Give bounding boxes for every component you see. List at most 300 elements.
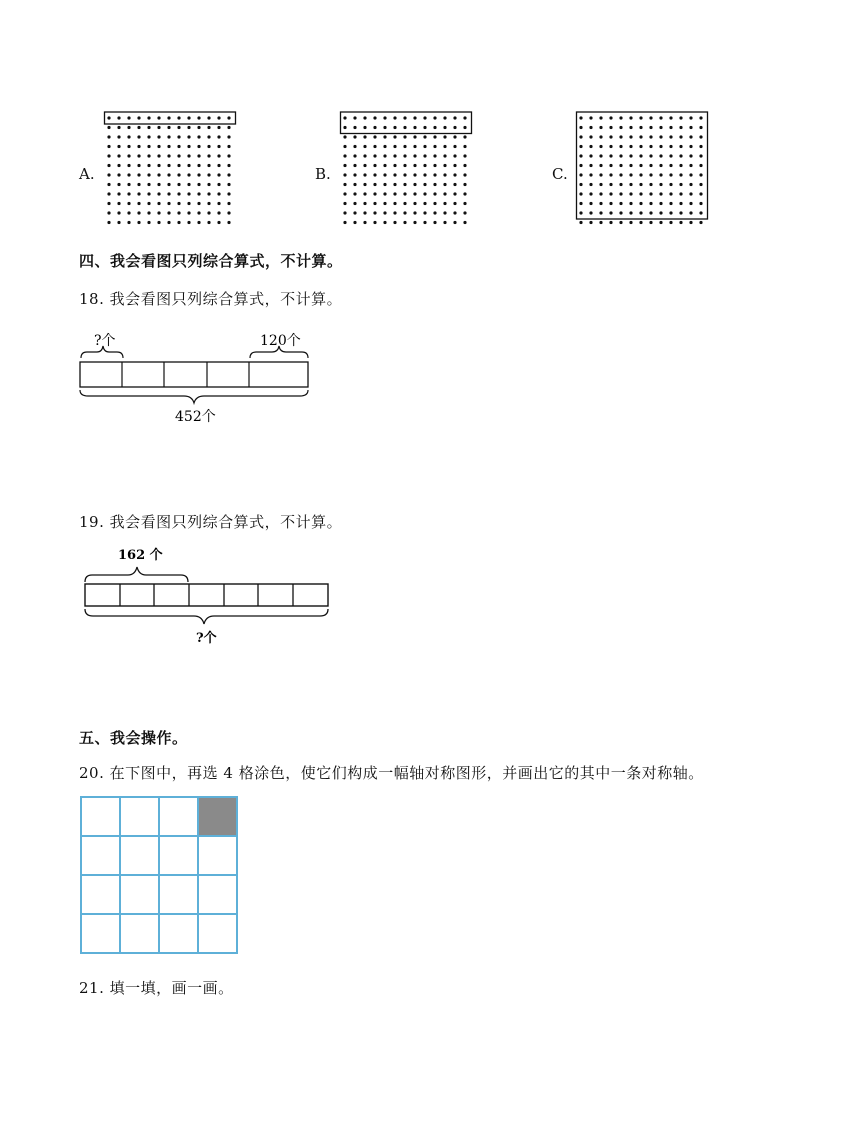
- dot: [363, 202, 366, 205]
- q18-unknown-label: ?个: [94, 333, 116, 349]
- dot: [343, 192, 346, 195]
- dot: [689, 164, 692, 167]
- option-a-label: A.: [79, 165, 95, 183]
- dot: [639, 154, 642, 157]
- dot: [383, 164, 386, 167]
- dot: [423, 126, 426, 129]
- dot: [649, 183, 652, 186]
- dot: [207, 202, 210, 205]
- grid-cell[interactable]: [159, 797, 198, 836]
- dot: [619, 135, 622, 138]
- dot: [403, 126, 406, 129]
- dot: [403, 145, 406, 148]
- option-a-dot-grid: [103, 110, 243, 235]
- dot: [187, 135, 190, 138]
- dot: [453, 173, 456, 176]
- dot: [453, 135, 456, 138]
- dot: [197, 192, 200, 195]
- dot: [353, 126, 356, 129]
- dot: [393, 173, 396, 176]
- dot: [579, 145, 582, 148]
- dot: [423, 135, 426, 138]
- dot: [117, 173, 120, 176]
- dot: [343, 221, 346, 224]
- q19-known-label: 162 个: [118, 548, 163, 563]
- dot: [433, 221, 436, 224]
- dot: [217, 221, 220, 224]
- dot: [589, 173, 592, 176]
- dot: [589, 183, 592, 186]
- dot: [373, 164, 376, 167]
- dot: [117, 183, 120, 186]
- dot: [639, 126, 642, 129]
- dot: [629, 211, 632, 214]
- dot: [579, 202, 582, 205]
- dot: [107, 164, 110, 167]
- dot: [443, 154, 446, 157]
- dot: [639, 135, 642, 138]
- dot: [127, 164, 130, 167]
- dot: [609, 173, 612, 176]
- grid-cell[interactable]: [120, 875, 159, 914]
- dot: [127, 154, 130, 157]
- section-4-title: 四、我会看图只列综合算式，不计算。: [79, 252, 343, 270]
- dot: [689, 192, 692, 195]
- dot: [147, 221, 150, 224]
- dot: [443, 164, 446, 167]
- selection-box: [341, 112, 472, 134]
- dot: [353, 135, 356, 138]
- dot: [177, 126, 180, 129]
- dot: [187, 173, 190, 176]
- dot: [453, 192, 456, 195]
- dot: [609, 192, 612, 195]
- dot: [187, 183, 190, 186]
- question-18-text: 18. 我会看图只列综合算式，不计算。: [79, 290, 343, 308]
- dot: [117, 135, 120, 138]
- dot: [197, 202, 200, 205]
- q18-top-left-brace: [81, 346, 123, 358]
- dot: [659, 135, 662, 138]
- dot: [669, 154, 672, 157]
- dot: [443, 221, 446, 224]
- dot: [207, 173, 210, 176]
- dot: [629, 154, 632, 157]
- dot: [699, 116, 702, 119]
- dot: [589, 135, 592, 138]
- dot: [413, 145, 416, 148]
- dot: [619, 154, 622, 157]
- dot: [217, 135, 220, 138]
- dot: [689, 135, 692, 138]
- dot: [453, 154, 456, 157]
- section-5-title: 五、我会操作。: [79, 729, 188, 747]
- dot: [463, 221, 466, 224]
- dot: [107, 202, 110, 205]
- dot: [453, 116, 456, 119]
- dot: [589, 202, 592, 205]
- dot: [197, 164, 200, 167]
- grid-cell[interactable]: [120, 836, 159, 875]
- dot: [413, 211, 416, 214]
- dot: [619, 192, 622, 195]
- dot: [639, 116, 642, 119]
- dot: [699, 126, 702, 129]
- dot: [393, 192, 396, 195]
- dot: [589, 221, 592, 224]
- dot: [207, 211, 210, 214]
- dot: [453, 202, 456, 205]
- dot: [167, 192, 170, 195]
- dot: [157, 164, 160, 167]
- dot: [619, 183, 622, 186]
- dot: [353, 221, 356, 224]
- dot: [629, 202, 632, 205]
- dot: [137, 211, 140, 214]
- dot: [689, 145, 692, 148]
- q19-bottom-brace: [85, 609, 328, 624]
- dot: [649, 126, 652, 129]
- dot: [157, 183, 160, 186]
- grid-cell[interactable]: [159, 836, 198, 875]
- dot: [423, 164, 426, 167]
- dot: [137, 116, 140, 119]
- dot: [463, 192, 466, 195]
- dot: [699, 145, 702, 148]
- dot: [629, 116, 632, 119]
- dot: [363, 145, 366, 148]
- grid-cell[interactable]: [81, 836, 120, 875]
- dot: [137, 126, 140, 129]
- grid-cell[interactable]: [120, 914, 159, 953]
- dot: [383, 221, 386, 224]
- dot: [343, 135, 346, 138]
- grid-cell[interactable]: [198, 836, 237, 875]
- dot: [629, 135, 632, 138]
- dot: [589, 211, 592, 214]
- dot: [649, 135, 652, 138]
- dot: [197, 211, 200, 214]
- dot: [579, 183, 582, 186]
- dot: [393, 164, 396, 167]
- dot: [343, 211, 346, 214]
- dot: [197, 116, 200, 119]
- dot: [443, 116, 446, 119]
- dot: [353, 164, 356, 167]
- symmetry-grid[interactable]: [80, 796, 238, 954]
- dot: [393, 183, 396, 186]
- dot: [207, 116, 210, 119]
- dot: [167, 116, 170, 119]
- dot: [699, 192, 702, 195]
- dot: [157, 135, 160, 138]
- grid-cell[interactable]: [198, 875, 237, 914]
- dot: [669, 221, 672, 224]
- question-19-text: 19. 我会看图只列综合算式，不计算。: [79, 513, 343, 531]
- dot: [679, 116, 682, 119]
- dot: [127, 202, 130, 205]
- dot: [127, 221, 130, 224]
- dot: [373, 154, 376, 157]
- dot: [433, 192, 436, 195]
- dot: [453, 164, 456, 167]
- dot: [579, 154, 582, 157]
- dot: [217, 173, 220, 176]
- dot: [609, 221, 612, 224]
- dot: [147, 202, 150, 205]
- dot: [599, 154, 602, 157]
- q18-bar: [80, 362, 308, 387]
- dot: [177, 145, 180, 148]
- dot: [619, 116, 622, 119]
- dot: [689, 126, 692, 129]
- dot: [463, 126, 466, 129]
- dot: [689, 154, 692, 157]
- q18-bottom-brace: [80, 390, 308, 403]
- dot: [649, 221, 652, 224]
- dot: [177, 192, 180, 195]
- dot: [599, 164, 602, 167]
- dot: [699, 211, 702, 214]
- dot: [207, 164, 210, 167]
- dot: [679, 211, 682, 214]
- dot: [599, 135, 602, 138]
- dot: [373, 145, 376, 148]
- dot: [227, 145, 230, 148]
- dot: [197, 221, 200, 224]
- dot: [629, 173, 632, 176]
- dot: [589, 154, 592, 157]
- dot: [403, 164, 406, 167]
- dot: [679, 135, 682, 138]
- grid-cell[interactable]: [120, 797, 159, 836]
- dot: [659, 145, 662, 148]
- dot: [167, 164, 170, 167]
- dot: [403, 211, 406, 214]
- dot: [177, 211, 180, 214]
- dot: [227, 126, 230, 129]
- dot: [599, 145, 602, 148]
- dot: [117, 126, 120, 129]
- dot: [443, 126, 446, 129]
- dot: [619, 221, 622, 224]
- dot: [177, 164, 180, 167]
- dot: [217, 145, 220, 148]
- dot: [177, 221, 180, 224]
- dot: [433, 135, 436, 138]
- dot: [619, 211, 622, 214]
- dot: [227, 192, 230, 195]
- question-21-text: 21. 填一填，画一画。: [79, 979, 234, 997]
- dot: [207, 192, 210, 195]
- dot: [699, 221, 702, 224]
- dot: [187, 211, 190, 214]
- dot: [659, 221, 662, 224]
- dot: [227, 173, 230, 176]
- dot: [619, 145, 622, 148]
- dot: [167, 221, 170, 224]
- dot: [383, 183, 386, 186]
- dot: [629, 145, 632, 148]
- dot: [197, 154, 200, 157]
- dot: [137, 135, 140, 138]
- dot: [157, 211, 160, 214]
- dot: [187, 126, 190, 129]
- dot: [363, 183, 366, 186]
- dot: [699, 164, 702, 167]
- dot: [669, 211, 672, 214]
- grid-cell[interactable]: [159, 914, 198, 953]
- dot: [167, 126, 170, 129]
- dot: [609, 183, 612, 186]
- dot: [639, 164, 642, 167]
- dot: [463, 154, 466, 157]
- dot: [217, 211, 220, 214]
- dot: [619, 164, 622, 167]
- dot: [639, 221, 642, 224]
- dot: [187, 164, 190, 167]
- dot: [659, 154, 662, 157]
- dot: [227, 135, 230, 138]
- dot: [679, 164, 682, 167]
- dot: [599, 192, 602, 195]
- dot: [343, 154, 346, 157]
- dot: [137, 202, 140, 205]
- dot: [453, 221, 456, 224]
- dot: [589, 126, 592, 129]
- dot: [137, 145, 140, 148]
- dot: [433, 211, 436, 214]
- dot: [649, 173, 652, 176]
- dot: [453, 145, 456, 148]
- dot: [453, 126, 456, 129]
- dot: [589, 164, 592, 167]
- dot: [659, 126, 662, 129]
- dot: [363, 116, 366, 119]
- dot: [463, 173, 466, 176]
- dot: [659, 183, 662, 186]
- dot: [107, 192, 110, 195]
- dot: [649, 202, 652, 205]
- dot: [157, 126, 160, 129]
- dot: [343, 173, 346, 176]
- dot: [619, 202, 622, 205]
- dot: [107, 145, 110, 148]
- dot: [353, 183, 356, 186]
- dot: [373, 135, 376, 138]
- dot: [383, 154, 386, 157]
- q18-known-label: 120个: [260, 333, 301, 349]
- dot: [649, 192, 652, 195]
- dot: [363, 221, 366, 224]
- dot: [599, 173, 602, 176]
- grid-cell[interactable]: [159, 875, 198, 914]
- dot: [167, 154, 170, 157]
- dot: [107, 116, 110, 119]
- dot: [669, 173, 672, 176]
- dot: [403, 192, 406, 195]
- dot: [699, 202, 702, 205]
- dot: [207, 145, 210, 148]
- dot: [147, 154, 150, 157]
- dot: [433, 116, 436, 119]
- dot: [629, 192, 632, 195]
- dot: [363, 154, 366, 157]
- dot: [227, 211, 230, 214]
- dot: [443, 135, 446, 138]
- dot: [363, 164, 366, 167]
- dot: [649, 145, 652, 148]
- dot: [433, 126, 436, 129]
- dot: [679, 154, 682, 157]
- q18-total-label: 452个: [175, 409, 216, 425]
- dot: [679, 126, 682, 129]
- dot: [177, 154, 180, 157]
- dot: [137, 221, 140, 224]
- dot: [579, 116, 582, 119]
- dot: [609, 164, 612, 167]
- dot: [227, 164, 230, 167]
- dot: [147, 116, 150, 119]
- dot: [167, 183, 170, 186]
- grid-cell[interactable]: [81, 875, 120, 914]
- dot: [679, 192, 682, 195]
- dot: [679, 221, 682, 224]
- dot: [207, 154, 210, 157]
- dot: [579, 211, 582, 214]
- dot: [157, 221, 160, 224]
- dot: [589, 192, 592, 195]
- dot: [599, 126, 602, 129]
- dot: [659, 202, 662, 205]
- dot: [689, 183, 692, 186]
- dot: [373, 116, 376, 119]
- dot: [383, 192, 386, 195]
- dot: [463, 183, 466, 186]
- dot: [137, 164, 140, 167]
- grid-cell[interactable]: [81, 797, 120, 836]
- dot: [403, 135, 406, 138]
- dot: [599, 211, 602, 214]
- dot: [363, 135, 366, 138]
- dot: [463, 135, 466, 138]
- grid-cell[interactable]: [81, 914, 120, 953]
- dot: [403, 202, 406, 205]
- dot: [689, 211, 692, 214]
- dot: [699, 183, 702, 186]
- grid-cell-filled[interactable]: [198, 797, 237, 836]
- dot: [227, 202, 230, 205]
- dot: [599, 221, 602, 224]
- dot: [363, 211, 366, 214]
- dot: [599, 183, 602, 186]
- dot: [177, 173, 180, 176]
- dot: [157, 116, 160, 119]
- dot: [363, 192, 366, 195]
- dot: [157, 154, 160, 157]
- dot: [187, 192, 190, 195]
- dot: [373, 183, 376, 186]
- q19-unknown-label: ?个: [196, 631, 217, 644]
- dot: [423, 116, 426, 119]
- dot: [147, 173, 150, 176]
- dot: [373, 202, 376, 205]
- grid-cell[interactable]: [198, 914, 237, 953]
- dot: [393, 202, 396, 205]
- dot: [669, 192, 672, 195]
- dot: [117, 221, 120, 224]
- dot: [383, 126, 386, 129]
